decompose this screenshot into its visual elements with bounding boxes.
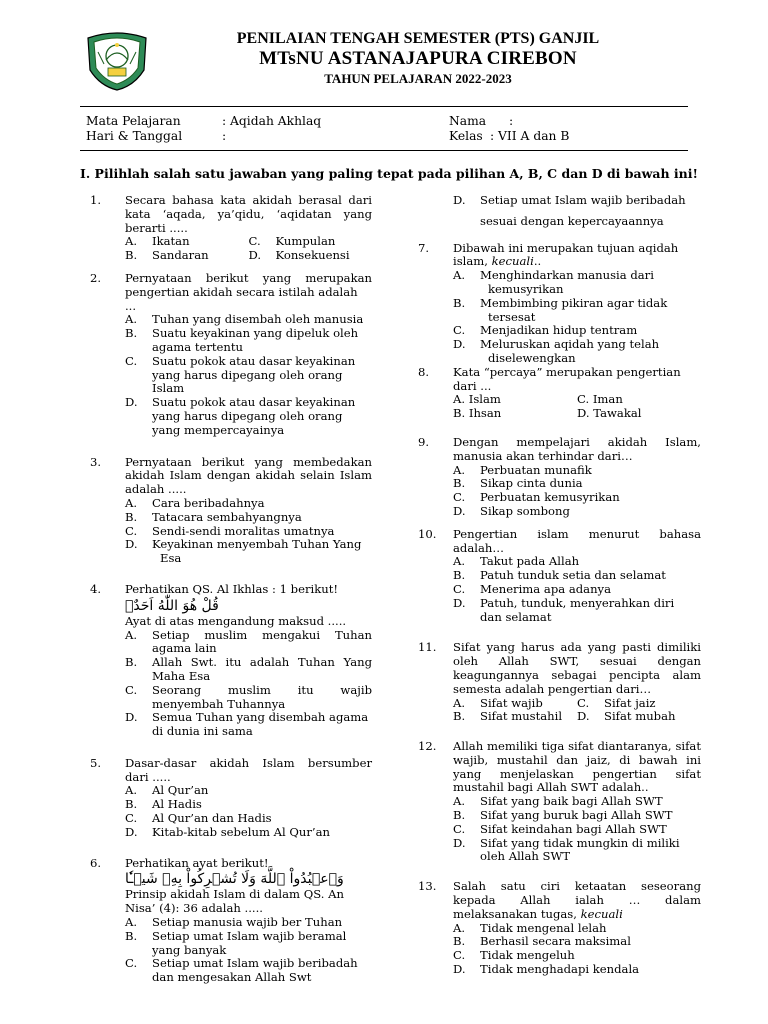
- option-c-cont: yang harus dipegang oleh orang: [152, 367, 343, 382]
- option-a-cont: agama lain: [152, 641, 217, 656]
- question-stem: kepada Allah ialah … dalam: [453, 893, 701, 908]
- option-c: C. Sifat keindahan bagi Allah SWT: [453, 821, 667, 836]
- question-stem: manusia akan terhindar dari…: [453, 448, 633, 463]
- question-number: 6.: [90, 855, 102, 870]
- option-c-cont: dan mengesakan Allah Swt: [152, 970, 312, 985]
- exam-title: PENILAIAN TENGAH SEMESTER (PTS) GANJIL: [236, 30, 600, 47]
- question-number: 13.: [418, 879, 437, 894]
- question-1: [90, 194, 372, 263]
- option-b: B. Allah Swt. itu adalah Tuhan Yang: [125, 655, 372, 670]
- option-d: D. Konsekuensi: [248, 248, 350, 263]
- option-c: C. Suatu pokok atau dasar keyakinan: [125, 353, 356, 368]
- option-b: B. Patuh tunduk setia dan selamat: [453, 568, 666, 583]
- question-stem: pengertian akidah secara istilah adalah ...: [125, 284, 358, 313]
- option-a: A. Ikatan: [125, 234, 190, 249]
- question-stem: Pernyataan berikut yang membedakan: [125, 454, 372, 469]
- question-10: [418, 528, 701, 625]
- question-number: 9.: [418, 434, 430, 449]
- option-c: C. Menjadikan hidup tentram: [453, 323, 638, 338]
- question-stem: Dengan mempelajari akidah Islam,: [453, 434, 701, 449]
- option-b-cont: tersesat: [488, 309, 536, 324]
- option-c: C. Setiap umat Islam wajib beribadah: [125, 956, 358, 971]
- question-4: [90, 583, 372, 739]
- option-c: C. Sifat jaiz: [577, 695, 656, 710]
- question-number: 7.: [418, 240, 430, 255]
- academic-year: TAHUN PELAJARAN 2022-2023: [324, 71, 512, 86]
- question-stem: keagungannya sebagai pencipta alam: [453, 667, 701, 682]
- question-stem: semesta adalah pengertian dari…: [453, 681, 652, 696]
- date-value: :: [222, 129, 227, 143]
- option-d-cont: yang harus dipegang oleh orang: [152, 408, 343, 423]
- option-d: D. Setiap umat Islam wajib beribadah: [453, 193, 686, 207]
- school-name: MTsNU ASTANAJAPURA CIREBON: [259, 48, 577, 69]
- option-a: A. Sifat yang baik bagi Allah SWT: [453, 794, 663, 809]
- class-value: : VII A dan B: [490, 129, 570, 143]
- option-a: A. Menghindarkan manusia dari: [453, 268, 654, 283]
- option-d: D. Kitab-kitab sebelum Al Qur’an: [125, 824, 330, 839]
- question-number: 3.: [90, 454, 102, 469]
- question-stem: islam, kecuali..: [453, 254, 542, 269]
- option-b: B. Sandaran: [125, 248, 209, 263]
- option-c: C. Menerima apa adanya: [453, 581, 612, 596]
- option-d-cont: diselewengkan: [488, 350, 576, 365]
- question-number: 12.: [418, 739, 437, 754]
- question-stem: Pernyataan berikut yang merupakan: [125, 270, 372, 285]
- option-b: B. Al Hadis: [125, 797, 202, 812]
- question-stem: berarti .....: [125, 220, 188, 235]
- option-d: D. Sikap sombong: [453, 503, 570, 518]
- question-7: [418, 242, 701, 366]
- option-d-cont: oleh Allah SWT: [480, 849, 571, 864]
- question-stem: dari .....: [125, 769, 171, 784]
- option-b: B. Sifat mustahil: [453, 709, 563, 724]
- question-11: [418, 641, 701, 724]
- question-stem: akidah Islam dengan akidah selain Islam: [125, 468, 372, 483]
- option-d: D. Meluruskan aqidah yang telah: [453, 337, 660, 352]
- question-stem: Kata “percaya” merupakan pengertian: [453, 364, 681, 379]
- option-a: A. Tidak mengenal lelah: [453, 920, 607, 935]
- question-number: 2.: [90, 270, 102, 285]
- option-d: D. Suatu pokok atau dasar keyakinan: [125, 395, 356, 410]
- option-d: D. Sifat yang tidak mungkin di miliki: [453, 835, 680, 850]
- question-9: [418, 436, 701, 519]
- option-c-cont: Islam: [152, 381, 185, 396]
- option-d: D. Sifat mubah: [577, 709, 676, 724]
- option-d: D. Keyakinan menyembah Tuhan Yang: [125, 537, 362, 552]
- question-number: 11.: [418, 640, 437, 655]
- question-13: [418, 880, 701, 977]
- question-number: 10.: [418, 526, 437, 541]
- option-c: C. Iman: [577, 392, 623, 407]
- question-stem: wajib, mustahil dan jaiz, di bawah ini: [453, 752, 701, 767]
- question-2: [90, 272, 372, 438]
- option-b: B. Sifat yang buruk bagi Allah SWT: [453, 808, 673, 823]
- question-stem: Prinsip akidah Islam di dalam QS. An: [125, 887, 344, 902]
- option-d-cont: sesuai dengan kepercayaannya: [480, 213, 664, 228]
- question-stem: Sifat yang harus ada yang pasti dimiliki: [453, 640, 701, 655]
- subject-label: Mata Pelajaran: [86, 114, 181, 128]
- question-8: [418, 366, 701, 421]
- option-a: A. Al Qur’an: [125, 783, 209, 798]
- option-c: C. Perbuatan kemusyrikan: [453, 490, 620, 505]
- question-stem: kata ‘aqada, ya’qidu, ‘aqidatan yang: [125, 206, 372, 221]
- arabic-verse: وَٱعۡبُدُواْ ٱللَّهَ وَلَا تُشۡرِكُواْ بِهِۦ شَيۡـٔٗا: [125, 871, 344, 888]
- question-stem: Dibawah ini merupakan tujuan aqidah: [453, 240, 679, 255]
- option-a: A. Takut pada Allah: [453, 554, 580, 569]
- option-a: A. Setiap manusia wajib ber Tuhan: [125, 915, 343, 930]
- right-column: [418, 194, 701, 977]
- option-a: A. Setiap muslim mengakui Tuhan: [125, 627, 372, 642]
- option-d: D. Tidak menghadapi kendala: [453, 962, 640, 977]
- question-number: 8.: [418, 364, 430, 379]
- option-a: A. Sifat wajib: [453, 695, 543, 710]
- option-d: D. Tawakal: [577, 406, 642, 421]
- question-stem: Perhatikan QS. Al Ikhlas : 1 berikut!: [125, 581, 339, 596]
- question-5: [90, 757, 372, 840]
- question-6: [90, 857, 372, 985]
- subject-value: : Aqidah Akhlaq: [222, 114, 322, 128]
- option-d-cont: di dunia ini sama: [152, 724, 253, 739]
- question-stem: Secara bahasa kata akidah berasal dari: [125, 193, 372, 207]
- left-column: [90, 194, 372, 985]
- option-c: C. Tidak mengeluh: [453, 948, 575, 963]
- option-a: A. Perbuatan munafik: [453, 462, 592, 477]
- question-number: 5.: [90, 755, 102, 770]
- question-stem: adalah…: [453, 540, 504, 555]
- option-b: B. Tatacara sembahyangnya: [125, 509, 302, 524]
- option-a: A. Cara beribadahnya: [125, 495, 265, 510]
- question-stem: adalah .....: [125, 482, 187, 497]
- option-c: C. Seorang muslim itu wajib: [125, 682, 372, 697]
- header-divider-bottom: [80, 150, 688, 151]
- question-stem: yang menjelaskan pengertian sifat: [453, 766, 701, 781]
- question-6-option-d: [418, 194, 701, 229]
- option-c-cont: menyembah Tuhannya: [152, 696, 286, 711]
- option-d-cont: dan selamat: [480, 609, 552, 624]
- question-stem: mustahil bagi Allah SWT adalah..: [453, 780, 649, 795]
- question-number: 4.: [90, 581, 102, 596]
- header-divider-top: [80, 106, 688, 107]
- school-logo: [84, 30, 150, 92]
- option-b: B. Suatu keyakinan yang dipeluk oleh: [125, 326, 359, 341]
- option-a: A. Islam: [453, 392, 501, 407]
- question-stem: oleh Allah SWT, sesuai dengan: [453, 654, 701, 669]
- option-d-cont: yang mempercayainya: [152, 422, 285, 437]
- option-b: B. Sikap cinta dunia: [453, 476, 583, 491]
- instruction: I. Pilihlah salah satu jawaban yang paling tepat pada pilihan A, B, C dan D di bawah ini!: [80, 166, 698, 181]
- question-stem: Nisa’ (4): 36 adalah .....: [125, 901, 263, 916]
- option-c: C. Sendi-sendi moralitas umatnya: [125, 523, 335, 538]
- arabic-verse: قُلْ هُوَ اللّٰهُ اَحَدٌۚ: [125, 597, 219, 614]
- option-a-cont: kemusyrikan: [488, 281, 564, 296]
- option-b: B. Setiap umat Islam wajib beramal: [125, 928, 347, 943]
- option-b: B. Membimbing pikiran agar tidak: [453, 295, 668, 310]
- question-stem: dari ...: [453, 378, 492, 393]
- option-d: D. Patuh, tunduk, menyerahkan diri: [453, 595, 675, 610]
- option-d: D. Semua Tuhan yang disembah agama: [125, 710, 369, 725]
- option-b: B. Ihsan: [453, 406, 502, 421]
- question-stem: Ayat di atas mengandung maksud .....: [125, 613, 347, 628]
- question-number: 1.: [90, 193, 102, 207]
- option-b-cont: agama tertentu: [152, 339, 244, 354]
- question-stem: Salah satu ciri ketaatan seseorang: [453, 879, 701, 894]
- question-stem: Perhatikan ayat berikut!: [125, 855, 269, 870]
- question-stem: Dasar-dasar akidah Islam bersumber: [125, 755, 372, 770]
- option-a: A. Tuhan yang disembah oleh manusia: [125, 312, 364, 327]
- name-label: Nama: [449, 114, 487, 128]
- option-b-cont: Maha Esa: [152, 668, 211, 683]
- option-d-cont: Esa: [160, 551, 182, 566]
- question-stem: melaksanakan tugas, kecuali: [453, 906, 623, 921]
- question-stem: Pengertian islam menurut bahasa: [453, 526, 701, 541]
- date-label: Hari & Tanggal: [86, 129, 183, 143]
- option-b-cont: yang banyak: [152, 942, 227, 957]
- option-c: C. Kumpulan: [248, 234, 336, 249]
- question-stem: Allah memiliki tiga sifat diantaranya, sifat: [453, 739, 701, 754]
- name-value: :: [509, 114, 514, 128]
- class-label: Kelas: [449, 129, 483, 143]
- option-c: C. Al Qur’an dan Hadis: [125, 811, 272, 826]
- question-12: [418, 740, 701, 864]
- option-b: B. Berhasil secara maksimal: [453, 934, 631, 949]
- question-3: [90, 456, 372, 566]
